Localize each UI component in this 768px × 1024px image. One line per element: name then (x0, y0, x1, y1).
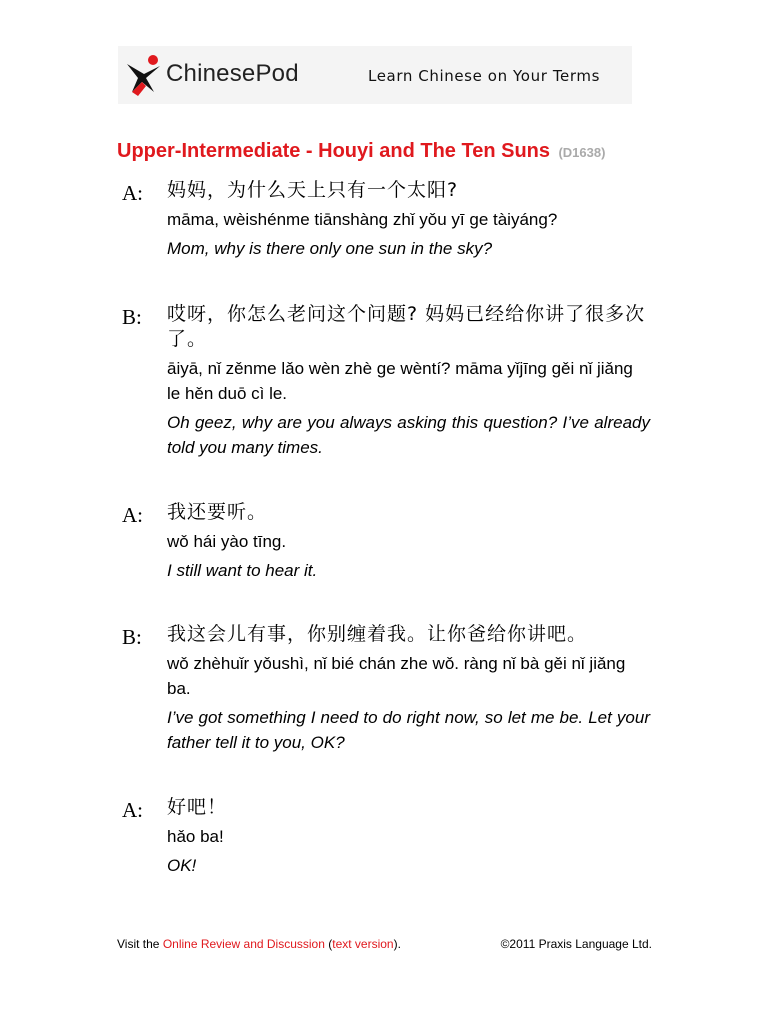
english-translation: I’ve got something I need to do right now, so let me be. Let your father tell it to you, OK? (167, 708, 650, 752)
pinyin-text: māma, wèishénme tiānshàng zhǐ yǒu yī ge tàiyáng? (167, 210, 558, 229)
chinese-text: 我还要听。 (167, 501, 268, 523)
tagline: Learn Chinese on Your Terms (368, 67, 601, 85)
chinese-text: 哎呀，你怎么老问这个问题? 妈妈已经给你讲了很多次了。 (167, 303, 646, 350)
pinyin-text: hǎo ba! (167, 827, 224, 846)
english-translation: I still want to hear it. (167, 561, 318, 580)
english-translation: Mom, why is there only one sun in the sky? (167, 239, 493, 258)
speaker-label: A: (122, 181, 143, 205)
dialogue-block (167, 795, 650, 878)
lesson-title-text: Upper-Intermediate - Houyi and The Ten Suns (117, 140, 551, 162)
chinesepod-logo-icon (124, 52, 164, 98)
english-translation: Oh geez, why are you always asking this question? I’ve already told you many times. (167, 413, 650, 457)
dialogue-block (167, 302, 650, 460)
chinese-text: 我这会儿有事，你别缠着我。让你爸给你讲吧。 (167, 623, 588, 645)
pinyin-text: āiyā, nǐ zěnme lǎo wèn zhè ge wèntí? māma yǐjīng gěi nǐ jiǎng le hěn duō cì le. (167, 359, 633, 403)
speaker-label: B: (122, 625, 142, 649)
dialogue-block (167, 622, 650, 755)
speaker-label: A: (122, 503, 143, 527)
chinese-text: 妈妈，为什么天上只有一个太阳? (167, 179, 459, 201)
pinyin-text: wǒ zhèhuǐr yǒushì, nǐ bié chán zhe wǒ. ràng nǐ bà gěi nǐ jiǎng ba. (167, 654, 626, 698)
footer-paren-open: ( (324, 937, 333, 951)
lesson-code: (D1638) (558, 145, 606, 160)
header-banner (118, 46, 632, 104)
footer (117, 937, 652, 951)
online-review-link[interactable]: Online Review and Discussion (162, 937, 325, 951)
logo-text: ChinesePod (166, 60, 299, 87)
dialogue-block (167, 178, 650, 261)
english-translation: OK! (167, 856, 197, 875)
footer-paren-close: ). (393, 937, 401, 951)
chinese-text: 好吧！ (167, 796, 228, 818)
lesson-title (117, 140, 605, 163)
pinyin-text: wǒ hái yào tīng. (167, 532, 287, 551)
text-version-link[interactable]: text version (332, 937, 394, 951)
dialogue-block (167, 500, 650, 583)
speaker-label: A: (122, 798, 143, 822)
copyright-text: ©2011 Praxis Language Ltd. (500, 937, 652, 951)
speaker-label: B: (122, 305, 142, 329)
footer-visit-text: Visit the (117, 937, 163, 951)
